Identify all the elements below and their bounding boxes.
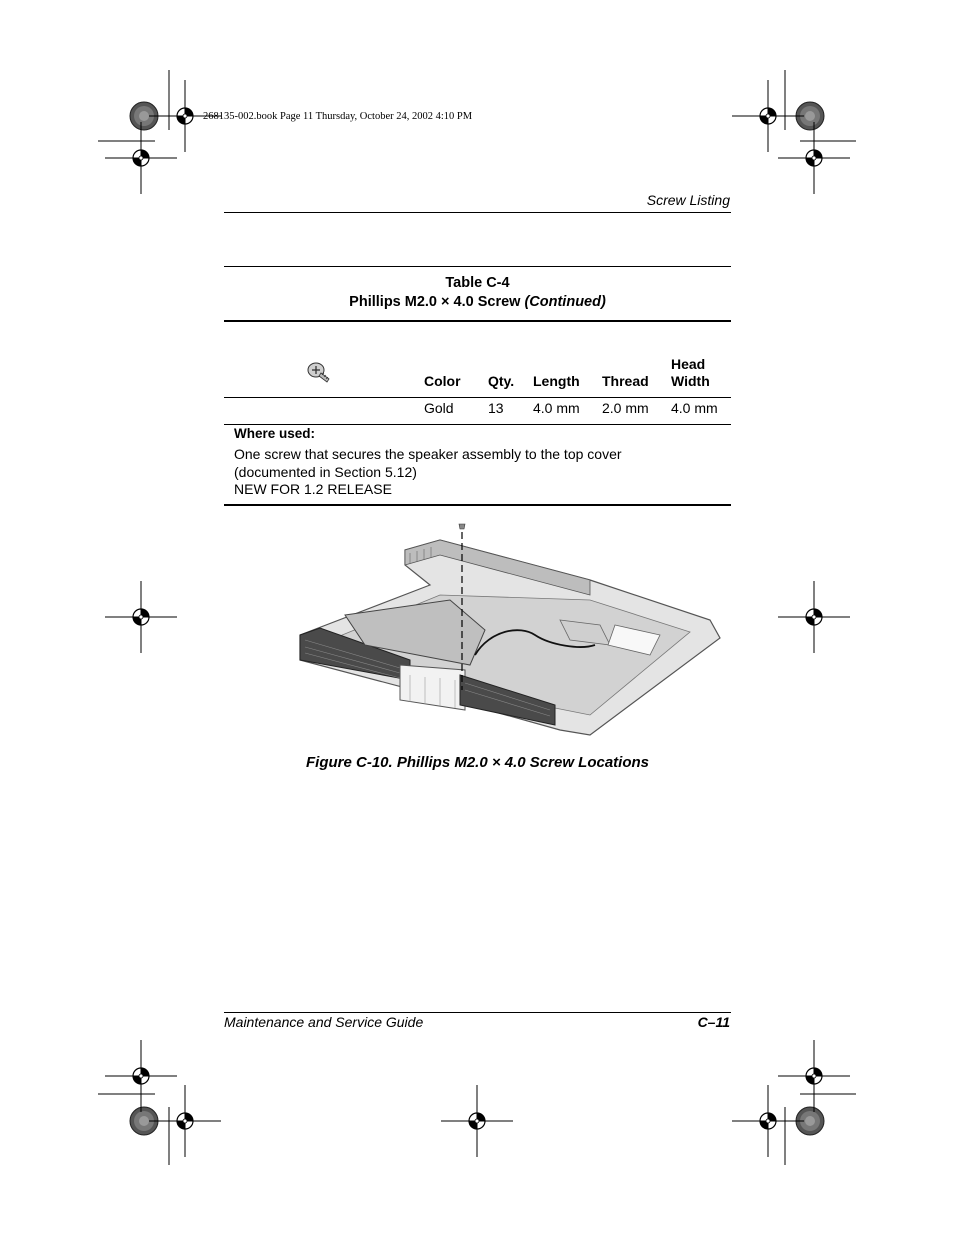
header-head-line1: Head: [671, 356, 706, 372]
registration-target-icon: [778, 581, 850, 653]
table-row-rule: [224, 424, 731, 425]
registration-target-icon: [149, 1085, 221, 1157]
header-head-line2: Width: [671, 373, 710, 389]
where-used-line: (documented in Section 5.12): [234, 463, 417, 480]
registration-target-icon: [778, 122, 850, 194]
cell-head-width: 4.0 mm: [671, 400, 718, 416]
running-head: Screw Listing: [646, 192, 730, 208]
table-top-rule: [224, 266, 731, 267]
where-used-text: [234, 446, 714, 499]
top-cover-illustration: [290, 520, 725, 745]
page-number: C–11: [697, 1014, 730, 1030]
header-length: Length: [533, 373, 580, 389]
registration-target-icon: [732, 1085, 804, 1157]
header-rule: [224, 212, 731, 213]
header-qty: Qty.: [488, 373, 515, 389]
cell-length: 4.0 mm: [533, 400, 580, 416]
registration-target-icon: [732, 80, 804, 152]
registration-target-icon: [105, 581, 177, 653]
header-thread: Thread: [602, 373, 649, 389]
table-continued: (Continued): [524, 294, 606, 310]
table-bottom-rule: [224, 504, 731, 506]
registration-target-icon: [105, 122, 177, 194]
where-used-label: Where used:: [234, 426, 316, 441]
where-used-line: NEW FOR 1.2 RELEASE: [234, 481, 392, 497]
table-caption-rule: [224, 320, 731, 322]
footer-rule: [224, 1012, 731, 1013]
figure-caption: Figure C-10. Phillips M2.0 × 4.0 Screw Locations: [305, 754, 650, 771]
table-title: Phillips M2.0 × 4.0 Screw: [349, 294, 521, 310]
where-used-line: One screw that secures the speaker assembly to the top cover: [234, 446, 622, 462]
screw-icon: [307, 360, 333, 384]
cell-thread: 2.0 mm: [602, 400, 649, 416]
cell-color: Gold: [424, 400, 454, 416]
registration-target-icon: [105, 1040, 177, 1112]
table-header-rule: [224, 397, 731, 398]
table-number: Table C-4: [445, 275, 510, 291]
registration-target-icon: [441, 1085, 513, 1157]
printer-slug: 268135-002.book Page 11 Thursday, October 24, 2002 4:10 PM: [203, 111, 473, 122]
registration-target-icon: [778, 1040, 850, 1112]
screw-icon: [459, 524, 465, 529]
cell-qty: 13: [488, 400, 504, 416]
table-caption: [224, 274, 731, 312]
table-title-line: [224, 293, 731, 312]
footer-title: Maintenance and Service Guide: [224, 1014, 424, 1030]
header-color: Color: [424, 373, 461, 389]
header-head-width: [671, 356, 710, 390]
